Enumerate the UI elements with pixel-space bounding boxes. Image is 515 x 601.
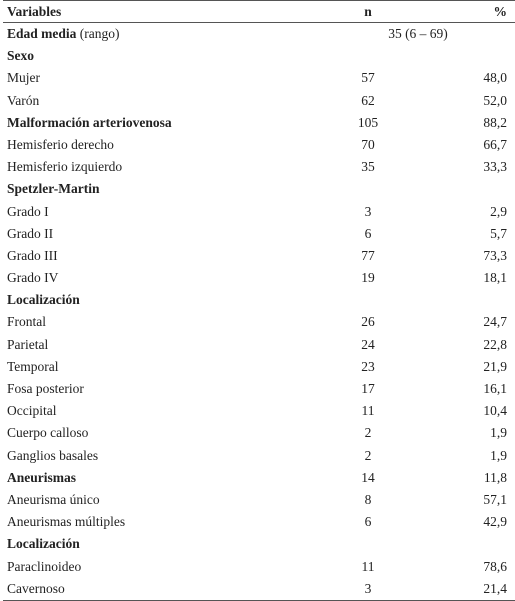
row-pct: 57,1: [483, 491, 507, 507]
row-n: 2: [364, 425, 372, 441]
row-pct: 2,9: [490, 203, 507, 219]
edad-value: 35 (6 – 69): [388, 26, 448, 41]
row-label: Aneurismas: [7, 469, 77, 485]
row-n: 26: [361, 314, 375, 330]
row-pct: 18,1: [483, 270, 507, 286]
row-label: Frontal: [7, 314, 46, 330]
row-n: 14: [361, 469, 375, 485]
table-row: [3, 400, 515, 422]
row-label: Grado IV: [7, 270, 59, 286]
table-header-row: [3, 1, 515, 22]
row-label: Fosa posterior: [7, 381, 84, 396]
table-row: [3, 201, 515, 223]
row-n: 6: [364, 514, 372, 530]
table-row: [3, 90, 515, 112]
row-label: Aneurismas múltiples: [7, 514, 126, 530]
row-n: 105: [357, 114, 379, 130]
row-label: Ganglios basales: [7, 447, 99, 463]
row-pct: 52,0: [483, 92, 507, 108]
row-label: Varón: [7, 92, 40, 108]
table-row: [3, 311, 515, 333]
row-label: Grado III: [7, 247, 58, 263]
table-row: [3, 556, 515, 578]
row-n: 77: [361, 247, 375, 263]
header-pct: %: [493, 4, 507, 19]
row-pct: 21,9: [483, 358, 507, 374]
header-n: n: [364, 4, 372, 19]
table-row-edad: [3, 23, 515, 45]
row-label: Grado II: [7, 225, 54, 241]
row-pct: 66,7: [483, 136, 507, 152]
row-n: 24: [361, 336, 375, 352]
row-pct: 11,8: [483, 469, 507, 485]
row-n: 3: [364, 580, 372, 596]
row-n: 11: [361, 403, 375, 419]
row-label: Localización: [7, 292, 80, 308]
table-row: [3, 267, 515, 289]
row-label: Cavernoso: [7, 580, 65, 596]
row-label: Occipital: [7, 403, 57, 419]
row-n: 11: [361, 558, 375, 574]
table-row: [3, 245, 515, 267]
table-row: [3, 223, 515, 245]
table-section-row: [3, 289, 515, 311]
row-pct: 48,0: [483, 70, 507, 86]
row-label: Aneurisma único: [7, 491, 100, 507]
data-table: [3, 0, 515, 601]
table-row: [3, 511, 515, 533]
edad-label-bold: Edad media: [7, 26, 77, 41]
table-row: [3, 445, 515, 467]
edad-label-suffix: (rango): [76, 26, 120, 41]
row-pct: 78,6: [483, 558, 507, 574]
row-n: 70: [361, 136, 375, 152]
row-pct: 5,7: [490, 225, 507, 241]
row-label: Temporal: [7, 358, 59, 374]
row-label: Spetzler-Martin: [7, 181, 100, 197]
row-n: 62: [361, 92, 375, 108]
row-pct: 22,8: [483, 336, 507, 352]
row-label: Parietal: [7, 336, 49, 352]
row-pct: 1,9: [490, 447, 507, 463]
row-label: Cuerpo calloso: [7, 425, 89, 441]
row-n: 6: [364, 225, 372, 241]
row-pct: 1,9: [490, 425, 507, 441]
table-row: [3, 422, 515, 444]
table-section-row: [3, 45, 515, 67]
row-pct: 10,4: [483, 403, 507, 419]
header-variables: Variables: [7, 4, 62, 19]
row-pct: 73,3: [483, 247, 507, 263]
table-body: [3, 45, 515, 600]
row-pct: 24,7: [483, 314, 507, 330]
row-pct: 33,3: [483, 159, 507, 175]
table-section-row: [3, 467, 515, 489]
row-pct: 42,9: [483, 514, 507, 530]
row-n: 57: [361, 70, 375, 86]
table-section-row: [3, 178, 515, 200]
row-n: 19: [361, 270, 375, 286]
table-row: [3, 134, 515, 156]
table-row: [3, 67, 515, 89]
row-n: 17: [361, 381, 375, 396]
row-n: 23: [361, 358, 375, 374]
row-pct: 88,2: [483, 114, 507, 130]
row-label: Hemisferio derecho: [7, 136, 114, 152]
table-row: [3, 378, 515, 400]
row-label: Sexo: [7, 48, 34, 64]
table-section-row: [3, 533, 515, 555]
edad-label: [7, 23, 120, 45]
row-label: Localización: [7, 536, 80, 552]
table-row: [3, 489, 515, 511]
row-label: Hemisferio izquierdo: [7, 159, 123, 175]
table-section-row: [3, 112, 515, 134]
row-label: Mujer: [7, 70, 40, 86]
row-n: 35: [361, 159, 375, 175]
table-row: [3, 156, 515, 178]
row-n: 3: [364, 203, 372, 219]
table-row: [3, 578, 515, 600]
table-row: [3, 356, 515, 378]
row-pct: 21,4: [483, 580, 507, 596]
table-row: [3, 334, 515, 356]
row-pct: 16,1: [483, 381, 507, 396]
row-n: 8: [364, 491, 372, 507]
row-label: Paraclinoideo: [7, 558, 82, 574]
row-label: Malformación arteriovenosa: [7, 114, 172, 130]
row-label: Grado I: [7, 203, 49, 219]
row-n: 2: [364, 447, 372, 463]
